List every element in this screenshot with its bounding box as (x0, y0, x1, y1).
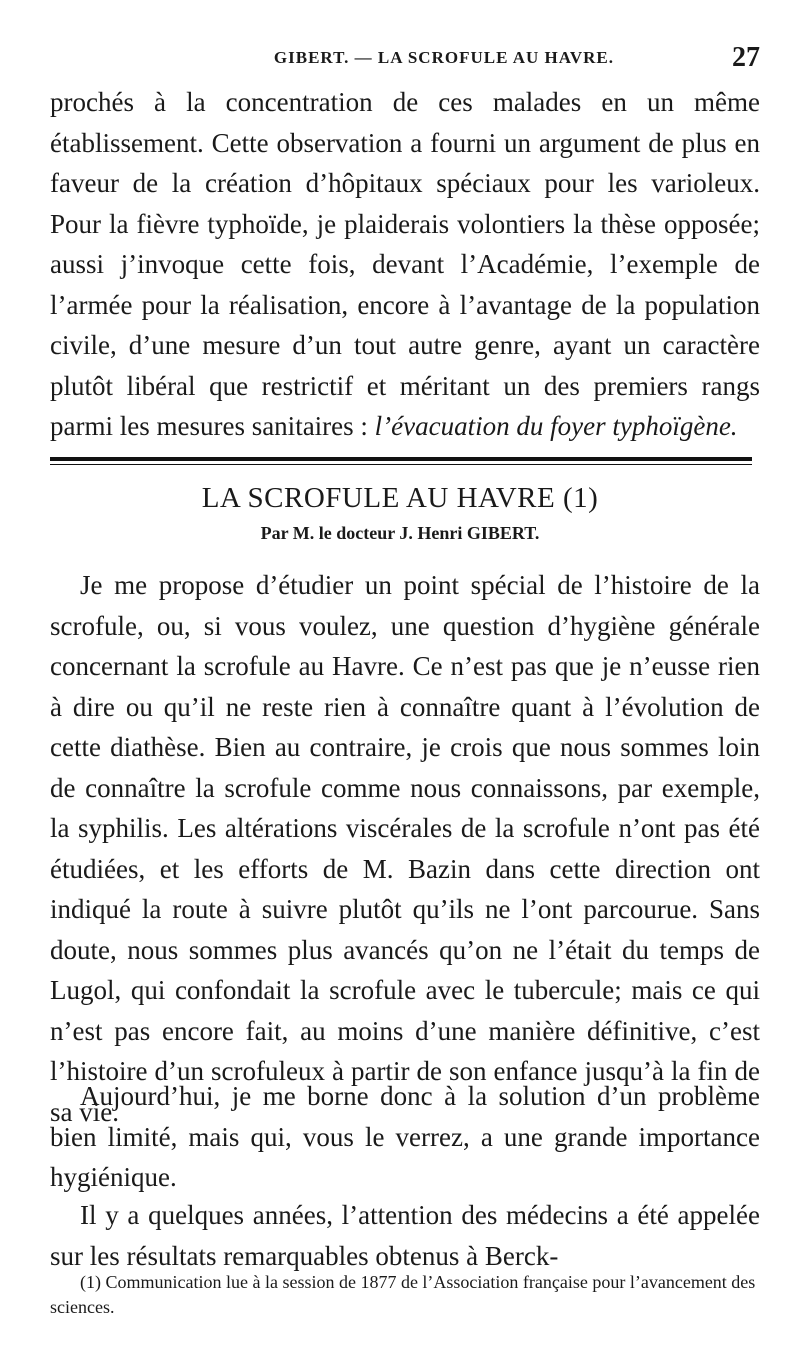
continued-paragraph (50, 82, 760, 447)
running-head: GIBERT. — LA SCROFULE AU HAVRE. (273, 48, 614, 67)
continued-paragraph-text: prochés à la concentration de ces malades en un même établissement. Cette observation a fourni un argument de plus en faveur de la création d’hôpitaux spéciaux pour les varioleux. Pour la fièvre typhoïde, je plaiderais volontiers la thèse opposée; aussi j’invoque cette fois, devant l’Académie, l’exemple de l’armée pour la réalisation, encore à l’avantage de la population civile, d’une mesure d’un tout autre genre, ayant un caractère plutôt libéral que restrictif et méritant un des premiers rangs parmi les mesures sanitaires : (50, 87, 760, 441)
paragraph-intro: Je me propose d’étudier un point spécial de l’histoire de la scrofule, ou, si vous voulez, une question d’hygiène générale concernant la scrofule au Havre. Ce n’est pas que je n’eusse rien à dire ou qu’il ne reste rien à connaître quant à l’évolution de cette diathèse. Bien au contraire, je crois que nous sommes loin de connaître la scrofule comme nous connaissons, par exemple, la syphilis. Les altérations viscérales de la scrofule n’ont pas été étudiées, et les efforts de M. Bazin dans cette direction ont indiqué la route à suivre plutôt qu’ils ne l’ont parcourue. Sans doute, nous sommes plus avancés qu’on ne l’était du temps de Lugol, qui confondait la scrofule avec le tubercule; mais ce qui n’est pas encore fait, au moins d’une manière définitive, c’est l’histoire d’un scrofuleux à partir de son enfance jusqu’à la fin de sa vie. (50, 570, 760, 1127)
article-title: LA SCROFULE AU HAVRE (1) (201, 482, 599, 514)
page-header (0, 40, 760, 76)
italic-phrase: l’évacuation du foyer typhoïgène. (374, 411, 738, 441)
footnote: (1) Communication lue à la session de 1877 de l’Association française pour l’avancement des sciences. (50, 1272, 756, 1317)
paragraph-today: Aujourd’hui, je me borne donc à la solution d’un problème bien limité, mais qui, vous le verrez, a une grande importance hygiénique. (50, 1081, 760, 1192)
page-number: 27 (732, 42, 760, 73)
section-divider-thick (50, 457, 752, 461)
section-divider-thin (50, 464, 752, 465)
paragraph-berck: Il y a quelques années, l’attention des médecins a été appelée sur les résultats remarquables obtenus à Berck- (50, 1200, 760, 1271)
article-byline: Par M. le docteur J. Henri GIBERT. (260, 523, 540, 543)
